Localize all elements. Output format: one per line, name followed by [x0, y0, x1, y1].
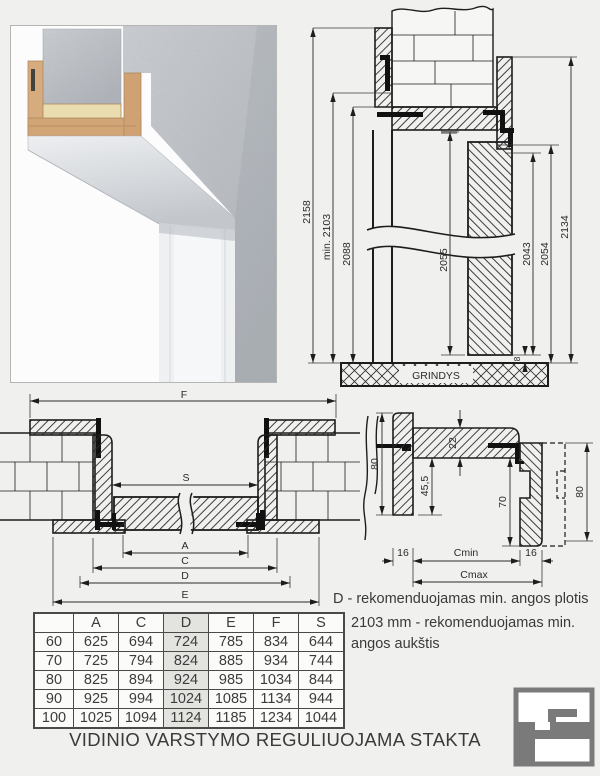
cell: 1025: [74, 709, 119, 729]
cell: 1024: [164, 690, 209, 709]
table-row: [34, 671, 344, 690]
dim-45-5: 45,5: [419, 475, 431, 497]
cell: 894: [119, 671, 164, 690]
cell: 90: [34, 690, 74, 709]
cell: 644: [299, 633, 345, 652]
width-note: D - rekomenduojamas min. angos plotis: [333, 591, 589, 607]
brick-wall-section: [392, 6, 493, 107]
plan-section-drawing: [0, 388, 360, 610]
dim-8: 8: [512, 356, 522, 362]
header-cell: [34, 613, 74, 633]
cell: 80: [34, 671, 74, 690]
cell: 70: [34, 652, 74, 671]
dim-70: 70: [497, 496, 509, 508]
cell: 100: [34, 709, 74, 729]
dim-E: E: [181, 589, 189, 601]
cell: 1094: [119, 709, 164, 729]
header-cell: S: [299, 613, 345, 633]
table-row: [34, 690, 344, 709]
cell: 834: [254, 633, 299, 652]
floor-label: GRINDYS: [412, 370, 460, 382]
dim-S: S: [182, 472, 190, 484]
jamb-face-profile: [393, 413, 413, 515]
dim-2055: 2055: [438, 248, 450, 272]
dim-80-right: 80: [574, 486, 586, 498]
cell: 725: [74, 652, 119, 671]
cell: 1134: [254, 690, 299, 709]
adjustable-casing-extended: [542, 443, 565, 546]
cell: 944: [299, 690, 345, 709]
dim-80-left: 80: [369, 458, 381, 470]
cell: 1034: [254, 671, 299, 690]
cell: 724: [164, 633, 209, 652]
dim-cmin: Cmin: [453, 547, 479, 559]
table-row: [34, 652, 344, 671]
height-note-line1: 2103 mm - rekomenduojamas min.: [351, 615, 576, 631]
cell: 934: [254, 652, 299, 671]
table-row: [34, 633, 344, 652]
dim-2088: 2088: [341, 242, 353, 266]
cell: 1044: [299, 709, 345, 729]
right-top-casing: [268, 420, 335, 435]
frame-head-profile: [392, 107, 497, 130]
hinge-slot: [31, 69, 35, 91]
cell: 694: [119, 633, 164, 652]
dimension-labels: [301, 200, 571, 361]
cell: 794: [119, 652, 164, 671]
cell: 925: [74, 690, 119, 709]
left-jamb-plan: [93, 435, 112, 520]
dim-2158: 2158: [301, 200, 313, 224]
size-table: [33, 612, 345, 729]
dim-min-2103: min. 2103: [321, 213, 333, 261]
floor-section: [341, 363, 548, 386]
right-jamb-plan: [258, 435, 277, 520]
dim-A: A: [181, 540, 189, 552]
dim-D: D: [181, 570, 189, 582]
cell: 985: [209, 671, 254, 690]
cell: 824: [164, 652, 209, 671]
vertical-jamb: [159, 223, 235, 382]
header-cell: D: [164, 613, 209, 633]
vertical-section-drawing: [283, 2, 598, 392]
cell: 1234: [254, 709, 299, 729]
cell: 744: [299, 652, 345, 671]
table-header-row: [34, 613, 344, 633]
frame-corner-photo: [10, 25, 277, 383]
head-seal: [377, 112, 423, 117]
cell: 994: [119, 690, 164, 709]
height-note-line2: angos aukštis: [351, 636, 440, 652]
dim-cmax: Cmax: [460, 569, 488, 581]
dim-2054: 2054: [539, 242, 551, 266]
adjustable-casing-profile: [520, 443, 542, 546]
door-leaf-plan: [112, 493, 260, 534]
cell: 825: [74, 671, 119, 690]
cell: 60: [34, 633, 74, 652]
header-cell: E: [209, 613, 254, 633]
brand-logo-icon: [513, 687, 595, 767]
header-cell: F: [254, 613, 299, 633]
header-cell: A: [74, 613, 119, 633]
cell: 844: [299, 671, 345, 690]
profile-detail-drawing: [362, 398, 600, 590]
dim-16-right: 16: [525, 547, 537, 559]
cell: 1085: [209, 690, 254, 709]
dim-2043: 2043: [521, 242, 533, 266]
leaf-top-seal: [441, 131, 457, 134]
dim-2134: 2134: [559, 215, 571, 239]
cell: 1124: [164, 709, 209, 729]
cell: 1185: [209, 709, 254, 729]
cell: 625: [74, 633, 119, 652]
header-cell: C: [119, 613, 164, 633]
door-leaf-break: [364, 416, 378, 540]
dim-F: F: [180, 389, 188, 401]
dim-16-left: 16: [397, 547, 409, 559]
table-row: [34, 709, 344, 729]
right-wall-plan: [265, 433, 360, 520]
dim-22: 22: [447, 437, 459, 449]
cell: 785: [209, 633, 254, 652]
page-title: VIDINIO VARSTYMO REGULIUOJAMA STAKTA: [69, 729, 481, 750]
cell: 885: [209, 652, 254, 671]
left-wall-plan: [0, 433, 95, 520]
left-top-casing: [30, 420, 97, 435]
cell: 924: [164, 671, 209, 690]
dim-C: C: [181, 555, 189, 567]
